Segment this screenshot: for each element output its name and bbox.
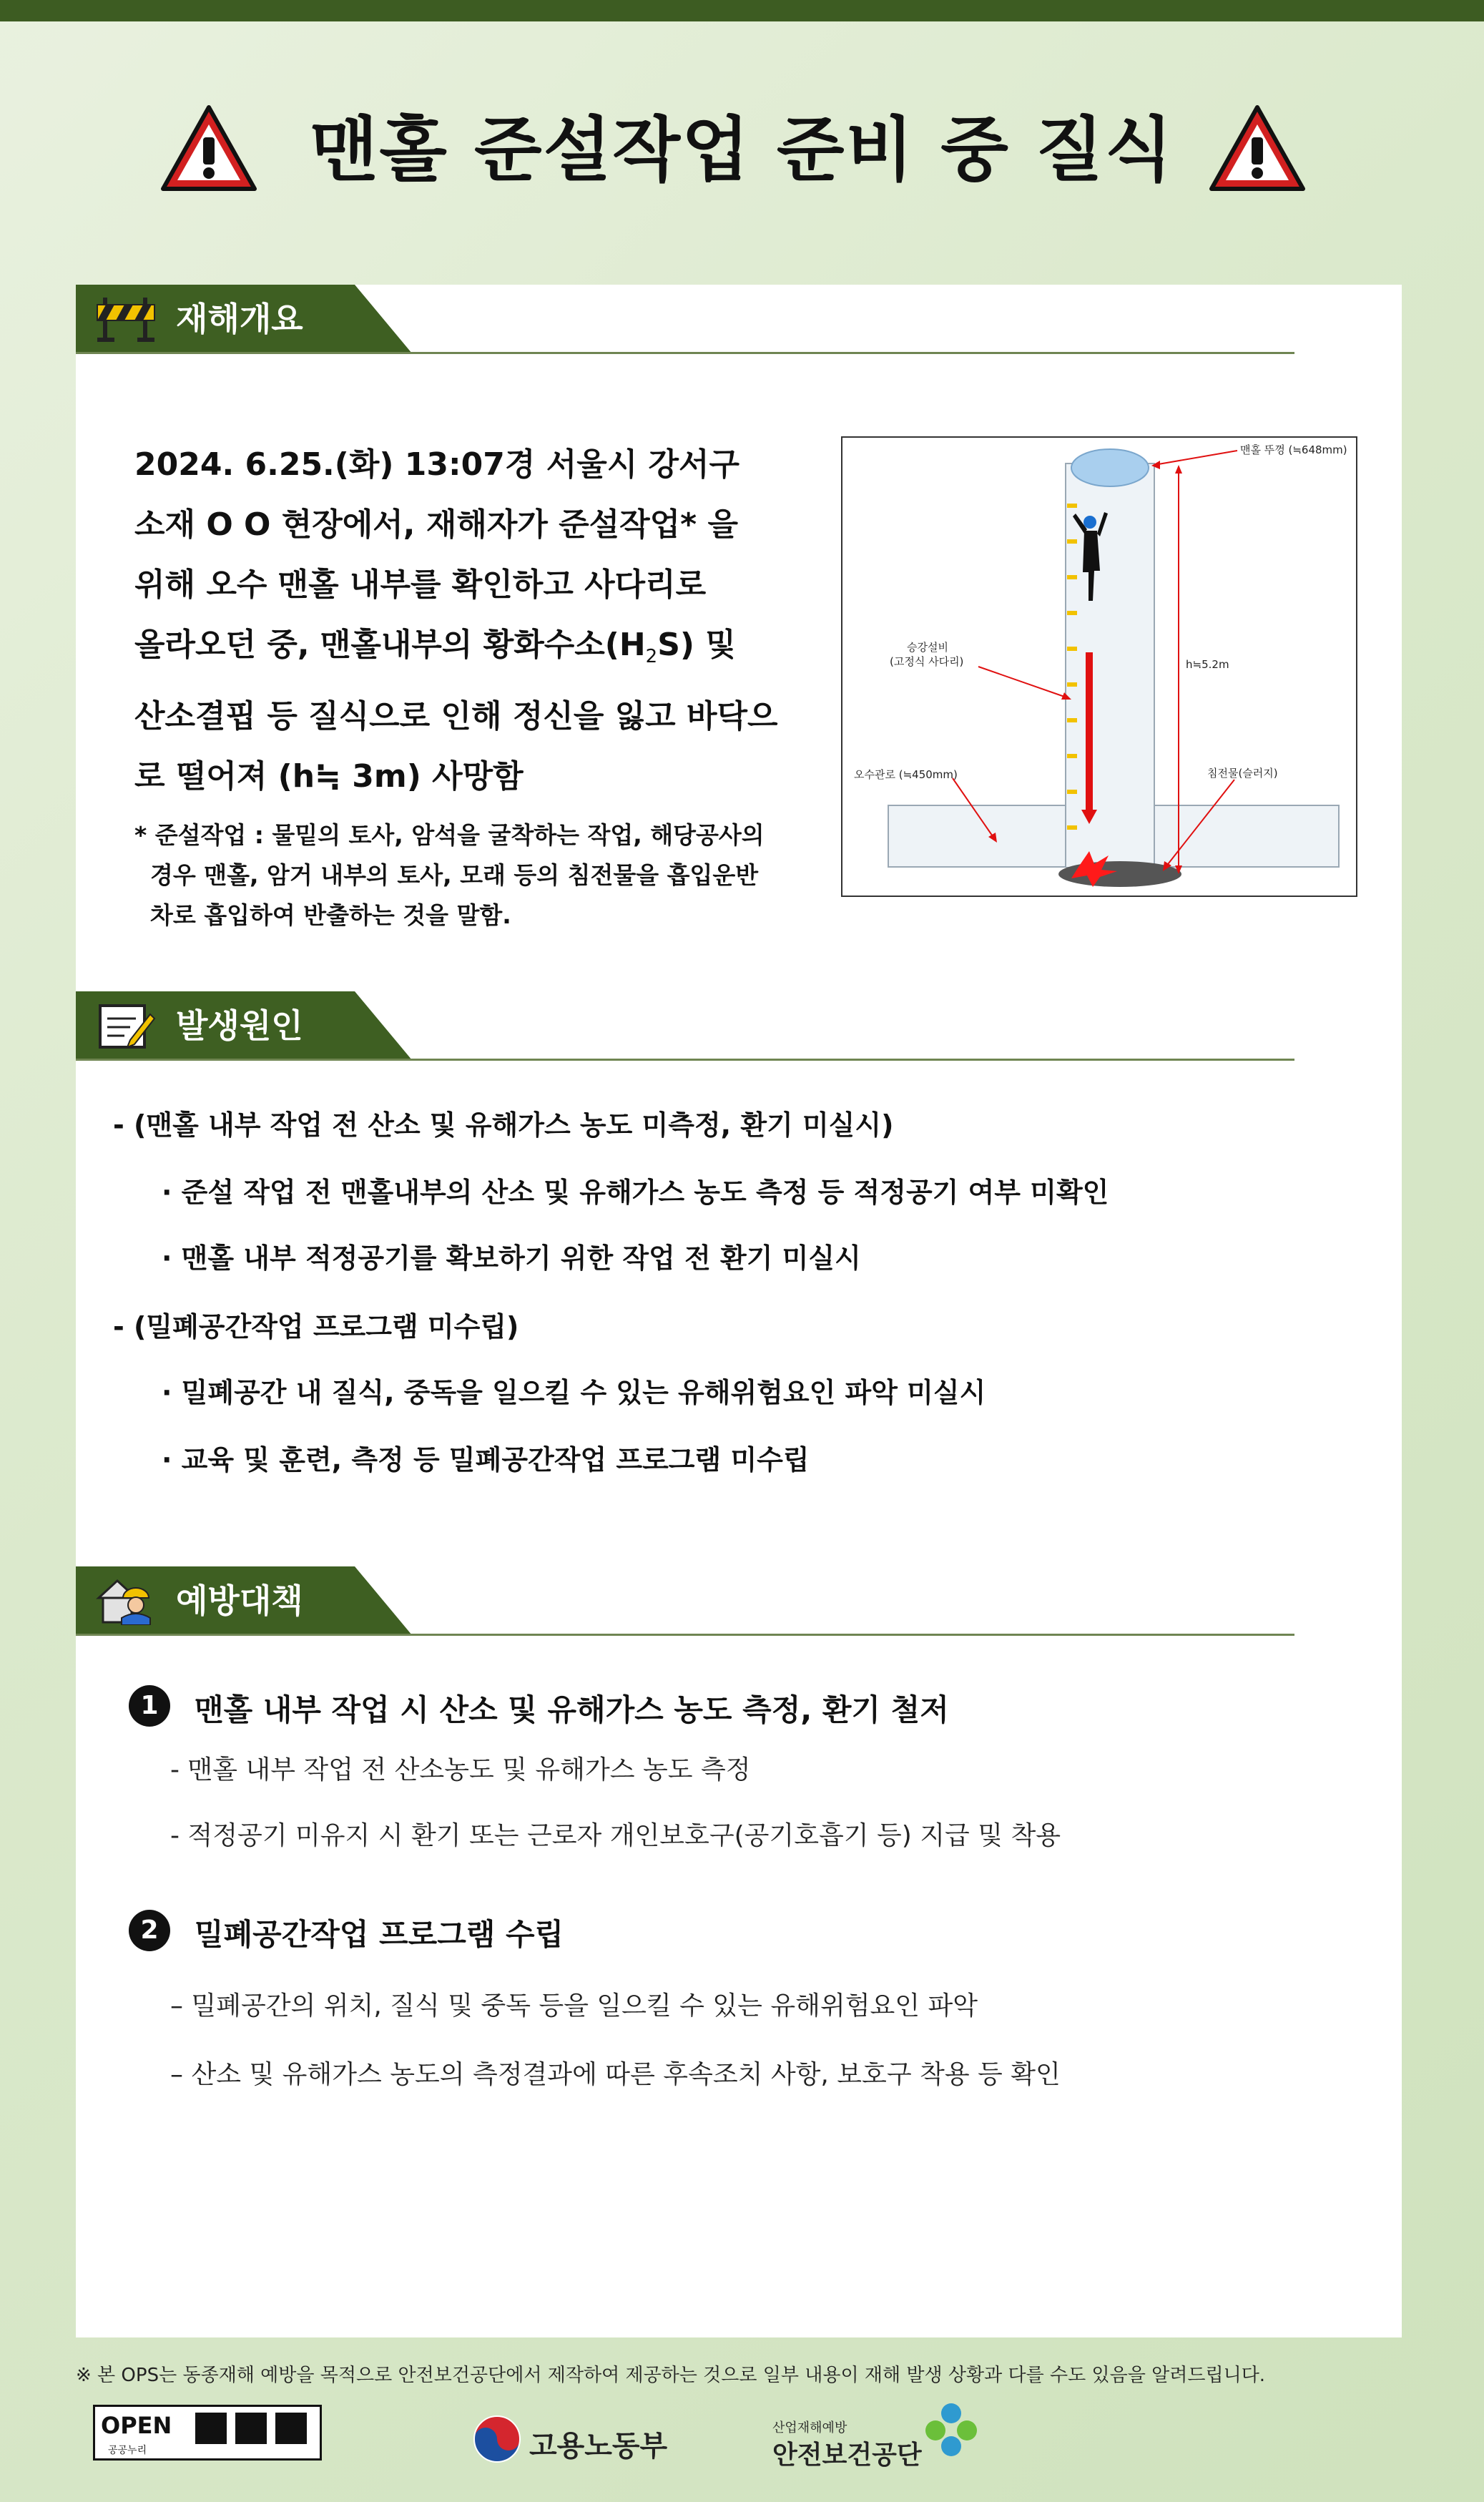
agency-emblem-icon (923, 2400, 980, 2458)
section-header-prevention (76, 1566, 1294, 1635)
agency-logo (765, 2398, 994, 2469)
prevention-item: - 맨홀 내부 작업 전 산소농도 및 유해가스 농도 측정 (170, 1755, 751, 1785)
warning-icon (1207, 103, 1307, 195)
ladder-label: (고정식 사다리) (890, 655, 964, 668)
license-attribution-icon (195, 2413, 227, 2444)
footnote-line: * 준설작업 : 물밑의 토사, 암석을 굴착하는 작업, 해당공사의 (134, 821, 765, 849)
page-title: 맨홀 준설작업 준비 중 질식 (310, 109, 1174, 191)
manhole-diagram (841, 436, 1357, 897)
overview-line: 위해 오수 맨홀 내부를 확인하고 사다리로 (134, 566, 707, 603)
overview-line: 2024. 6.25.(화) 13:07경 서울시 강서구 (134, 446, 740, 483)
ministry-logo (472, 2410, 687, 2468)
overview-line: 소재 O O 현장에서, 재해자가 준설작업* 을 (134, 506, 739, 543)
section-label: 발생원인 (176, 1006, 303, 1045)
open-sub-label: 공공누리 (108, 2445, 147, 2456)
disclaimer: ※ 본 OPS는 동종재해 예방을 목적으로 안전보건공단에서 제작하여 제공하는 것으로 일부 내용이 재해 발생 상황과 다를 수도 있음을 알려드립니다. (76, 2365, 1266, 2386)
license-nochange-icon (275, 2413, 307, 2444)
footnote (134, 815, 850, 936)
top-bar (0, 0, 1484, 21)
cause-heading: - (맨홀 내부 작업 전 산소 및 유해가스 농도 미측정, 환기 미실시) (113, 1109, 894, 1141)
footnote-line: 차로 흡입하여 반출하는 것을 말함. (150, 901, 511, 929)
cause-item: · 준설 작업 전 맨홀내부의 산소 및 유해가스 농도 측정 등 적정공기 여부 미확인 (162, 1177, 1109, 1208)
height-label: h≒5.2m (1186, 658, 1229, 671)
open-label: OPEN (101, 2412, 172, 2439)
section-header-overview (76, 285, 1294, 353)
agency-small-label: 산업재해예방 (772, 2420, 847, 2435)
ladder-label: 승강설비 (907, 641, 948, 654)
license-noncommercial-icon (235, 2413, 267, 2444)
ministry-name: 고용노동부 (529, 2430, 668, 2463)
content-panel (76, 285, 1402, 2337)
cause-item: · 맨홀 내부 적정공기를 확보하기 위한 작업 전 환기 미실시 (162, 1242, 861, 1274)
overview-line: 산소결핍 등 질식으로 인해 정신을 잃고 바닥으 (134, 697, 778, 735)
cause-item: · 밀폐공간 내 질식, 중독을 일으킬 수 있는 유해위험요인 파악 미실시 (162, 1377, 986, 1408)
section-header-cause (76, 991, 1294, 1060)
barricade-icon (96, 295, 156, 343)
prevention-item: – 밀폐공간의 위치, 질식 및 중독 등을 일으킬 수 있는 유해위험요인 파악 (170, 1991, 978, 2021)
clipboard-icon (96, 1001, 156, 1050)
title-row (0, 93, 1484, 207)
prevention-item: – 산소 및 유해가스 농도의 측정결과에 따른 후속조치 사항, 보호구 착용 등 확인 (170, 2060, 1061, 2089)
overview-text (134, 435, 878, 807)
agency-name: 안전보건공단 (772, 2440, 922, 2470)
section-label: 재해개요 (176, 300, 303, 338)
footnote-line: 경우 맨홀, 암거 내부의 토사, 모래 등의 침전물을 흡입운반 (150, 861, 759, 889)
overview-line: 로 떨어져 (h≒ 3m) 사망함 (134, 757, 524, 795)
number-badge: 1 (129, 1685, 170, 1727)
prevention-heading: 맨홀 내부 작업 시 산소 및 유해가스 농도 측정, 환기 철저 (195, 1692, 949, 1727)
prevention-heading: 밀폐공간작업 프로그램 수립 (195, 1917, 564, 1952)
taegeuk-icon (472, 2414, 522, 2464)
pipe-label: 오수관로 (≒450mm) (854, 768, 958, 781)
worker-house-icon (96, 1576, 156, 1625)
open-license-badge (93, 2405, 322, 2461)
section-label: 예방대책 (176, 1581, 303, 1620)
prevention-item: - 적정공기 미유지 시 환기 또는 근로자 개인보호구(공기호흡기 등) 지급 및 착용 (170, 1821, 1061, 1850)
cause-item: · 교육 및 훈련, 측정 등 밀폐공간작업 프로그램 미수립 (162, 1444, 810, 1476)
number-badge: 2 (129, 1910, 170, 1951)
sediment-label: 침전물(슬러지) (1207, 767, 1278, 780)
cause-heading: - (밀폐공간작업 프로그램 미수립) (113, 1311, 519, 1343)
lid-label: 맨홀 뚜껑 (≒648mm) (1240, 443, 1347, 456)
overview-line: 올라오던 중, 맨홀내부의 황화수소$(H_2S)$ 및 (134, 627, 736, 667)
